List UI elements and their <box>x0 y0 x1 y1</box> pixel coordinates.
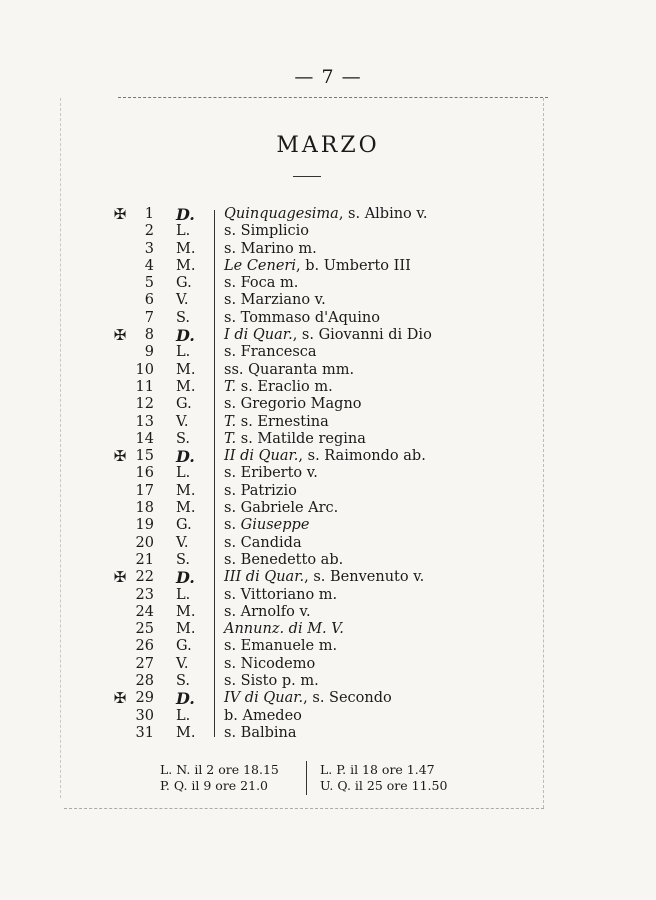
feast-italic: I di Quar. <box>224 327 293 344</box>
feast-italic: III di Quar. <box>224 569 305 586</box>
feast-saint: s. Eriberto v. <box>224 465 318 482</box>
feast-text <box>224 465 318 482</box>
calendar-list <box>0 206 656 742</box>
day-number: 24 <box>135 603 154 620</box>
day-row <box>0 396 656 413</box>
feast-saint: s. Emanuele m. <box>224 638 338 655</box>
feast-text <box>224 552 343 569</box>
weekday-abbrev: M. <box>176 621 196 638</box>
feast-italic: Quinquagesima <box>224 206 339 222</box>
day-number: 13 <box>135 413 154 430</box>
day-row <box>0 362 656 379</box>
feast-text <box>224 604 311 621</box>
day-row <box>0 725 656 742</box>
moon-line-1 <box>160 762 460 778</box>
feast-italic: Annunz. di M. V. <box>224 621 344 638</box>
day-number: 19 <box>135 517 154 534</box>
feast-saint: s. Marino m. <box>224 240 317 257</box>
day-number: 25 <box>135 621 154 638</box>
feast-saint: s. Vittoriano m. <box>224 586 338 603</box>
feast-text <box>224 483 297 500</box>
page-number: — 7 — <box>294 66 362 88</box>
bottom-rule <box>64 808 544 809</box>
weekday-abbrev: D. <box>176 689 195 709</box>
feast-text <box>224 414 329 431</box>
weekday-abbrev: L. <box>176 344 191 361</box>
feast-text <box>224 344 317 361</box>
day-number: 18 <box>135 500 154 517</box>
feast-italic-trail: Giuseppe <box>240 517 310 534</box>
feast-saint: s. Gregorio Magno <box>224 396 362 413</box>
moon-phases <box>160 762 460 794</box>
top-rule <box>118 97 548 98</box>
day-number: 4 <box>144 257 154 274</box>
moon-line-2 <box>160 778 460 794</box>
sunday-cross-icon: ✠ <box>113 447 127 466</box>
day-row <box>0 500 656 517</box>
feast-saint: s. Ernestina <box>236 413 329 430</box>
feast-text <box>224 725 297 742</box>
day-number: 23 <box>135 586 154 603</box>
feast-italic: Le Ceneri <box>224 257 296 274</box>
day-number: 9 <box>144 344 154 361</box>
weekday-abbrev: L. <box>176 465 191 482</box>
title-underline <box>293 176 321 177</box>
weekday-abbrev: M. <box>176 482 196 499</box>
day-number: 30 <box>135 707 154 724</box>
weekday-abbrev: S. <box>176 309 191 326</box>
feast-text <box>224 310 380 327</box>
feast-text <box>224 241 317 258</box>
feast-saint: , b. Umberto III <box>295 257 411 274</box>
day-row <box>0 431 656 448</box>
sunday-cross-icon: ✠ <box>113 326 127 345</box>
day-number: 11 <box>135 378 154 395</box>
day-row <box>0 344 656 361</box>
feast-italic: T. <box>224 413 237 430</box>
feast-saint: s. Balbina <box>224 724 297 741</box>
weekday-abbrev: M. <box>176 378 196 395</box>
weekday-abbrev: L. <box>176 707 191 724</box>
day-number: 28 <box>135 673 154 690</box>
feast-italic: IV di Quar. <box>224 690 304 707</box>
weekday-abbrev: D. <box>176 568 195 588</box>
day-number: 5 <box>144 275 154 292</box>
day-number: 26 <box>135 638 154 655</box>
feast-saint: s. Sisto p. m. <box>224 673 319 690</box>
day-row <box>0 310 656 327</box>
day-row <box>0 206 656 223</box>
day-row <box>0 638 656 655</box>
feast-saint: s. Eraclio m. <box>236 378 333 395</box>
day-number: 10 <box>135 361 154 378</box>
feast-text <box>224 258 411 275</box>
day-row <box>0 414 656 431</box>
full-moon: L. P. il 18 ore 1.47 <box>320 762 435 777</box>
feast-saint: s. Marziano v. <box>224 292 326 309</box>
day-row <box>0 241 656 258</box>
day-number: 20 <box>135 534 154 551</box>
day-number: 3 <box>144 240 154 257</box>
feast-italic: T. <box>224 378 237 395</box>
feast-text <box>224 275 298 292</box>
weekday-abbrev: M. <box>176 500 196 517</box>
feast-saint: s. Patrizio <box>224 482 297 499</box>
feast-text <box>224 656 315 673</box>
weekday-abbrev: V. <box>176 534 189 551</box>
weekday-abbrev: V. <box>176 292 189 309</box>
weekday-abbrev: M. <box>176 603 196 620</box>
weekday-abbrev: V. <box>176 655 189 672</box>
feast-saint: s. Francesca <box>224 344 317 361</box>
feast-text <box>224 569 424 586</box>
day-number: 8 <box>144 327 154 344</box>
feast-italic: T. <box>224 430 237 447</box>
day-row <box>0 517 656 534</box>
day-row <box>0 483 656 500</box>
day-number: 31 <box>135 724 154 741</box>
weekday-abbrev: S. <box>176 430 191 447</box>
feast-italic: II di Quar. <box>224 448 299 465</box>
feast-saint: , s. Secondo <box>303 690 392 707</box>
feast-saint: ss. Quaranta mm. <box>224 361 355 378</box>
day-row <box>0 465 656 482</box>
day-number: 7 <box>144 309 154 326</box>
feast-saint: s. Matilde regina <box>236 430 366 447</box>
day-row <box>0 275 656 292</box>
day-row <box>0 621 656 638</box>
new-moon: L. N. il 2 ore 18.15 <box>160 762 279 777</box>
day-row <box>0 327 656 344</box>
day-row <box>0 569 656 586</box>
feast-saint: s. Foca m. <box>224 275 299 292</box>
sunday-cross-icon: ✠ <box>113 205 127 223</box>
first-quarter: P. Q. il 9 ore 21.0 <box>160 778 268 793</box>
feast-saint: s. Benedetto ab. <box>224 551 344 568</box>
weekday-abbrev: D. <box>176 447 195 467</box>
day-number: 17 <box>135 482 154 499</box>
feast-saint: s. Simplicio <box>224 223 310 240</box>
day-row <box>0 258 656 275</box>
month-title: MARZO <box>276 133 380 158</box>
feast-text <box>224 535 302 552</box>
day-number: 2 <box>144 223 154 240</box>
weekday-abbrev: V. <box>176 413 189 430</box>
weekday-abbrev: G. <box>176 638 192 655</box>
day-row <box>0 604 656 621</box>
day-number: 16 <box>135 465 154 482</box>
feast-saint: s. Tommaso d'Aquino <box>224 309 380 326</box>
weekday-abbrev: M. <box>176 361 196 378</box>
feast-saint: b. Amedeo <box>224 707 302 724</box>
weekday-abbrev: L. <box>176 586 191 603</box>
feast-text <box>224 638 337 655</box>
moon-divider <box>306 761 307 795</box>
sunday-cross-icon: ✠ <box>113 568 127 587</box>
day-row <box>0 379 656 396</box>
feast-text <box>224 448 426 465</box>
feast-text <box>224 517 309 534</box>
day-number: 6 <box>144 292 154 309</box>
day-number: 14 <box>135 430 154 447</box>
weekday-abbrev: M. <box>176 724 196 741</box>
feast-saint: , s. Raimondo ab. <box>298 448 426 465</box>
feast-text <box>224 431 366 448</box>
feast-text <box>224 292 326 309</box>
last-quarter: U. Q. il 25 ore 11.50 <box>320 778 448 793</box>
feast-saint: s. <box>224 517 241 534</box>
day-number: 1 <box>144 206 154 222</box>
sunday-cross-icon: ✠ <box>113 689 127 708</box>
weekday-abbrev: D. <box>176 326 195 346</box>
feast-text <box>224 621 344 638</box>
day-number: 15 <box>135 448 154 465</box>
day-row <box>0 535 656 552</box>
feast-text <box>224 587 337 604</box>
feast-saint: , s. Benvenuto v. <box>304 569 425 586</box>
day-row <box>0 708 656 725</box>
feast-saint: s. Candida <box>224 534 302 551</box>
feast-saint: s. Arnolfo v. <box>224 603 311 620</box>
day-row <box>0 656 656 673</box>
day-number: 27 <box>135 655 154 672</box>
feast-text <box>224 362 354 379</box>
feast-text <box>224 379 333 396</box>
weekday-abbrev: S. <box>176 673 191 690</box>
weekday-abbrev: G. <box>176 275 192 292</box>
feast-text <box>224 673 319 690</box>
weekday-abbrev: M. <box>176 240 196 257</box>
feast-saint: , s. Albino v. <box>338 206 428 222</box>
day-row <box>0 587 656 604</box>
day-number: 12 <box>135 396 154 413</box>
day-row <box>0 292 656 309</box>
day-row <box>0 552 656 569</box>
feast-saint: , s. Giovanni di Dio <box>292 327 432 344</box>
day-row <box>0 673 656 690</box>
feast-text <box>224 396 362 413</box>
feast-text <box>224 708 302 725</box>
weekday-abbrev: G. <box>176 517 192 534</box>
feast-text <box>224 500 338 517</box>
day-number: 21 <box>135 551 154 568</box>
weekday-abbrev: L. <box>176 223 191 240</box>
feast-saint: s. Gabriele Arc. <box>224 500 339 517</box>
feast-text <box>224 327 432 344</box>
feast-saint: s. Nicodemo <box>224 655 316 672</box>
feast-text <box>224 206 427 223</box>
weekday-abbrev: M. <box>176 257 196 274</box>
day-number: 29 <box>135 690 154 707</box>
weekday-abbrev: S. <box>176 551 191 568</box>
day-row <box>0 690 656 707</box>
day-number: 22 <box>135 569 154 586</box>
weekday-abbrev: G. <box>176 396 192 413</box>
day-row <box>0 223 656 240</box>
day-row <box>0 448 656 465</box>
feast-text <box>224 223 309 240</box>
weekday-abbrev: D. <box>176 205 195 224</box>
feast-text <box>224 690 392 707</box>
